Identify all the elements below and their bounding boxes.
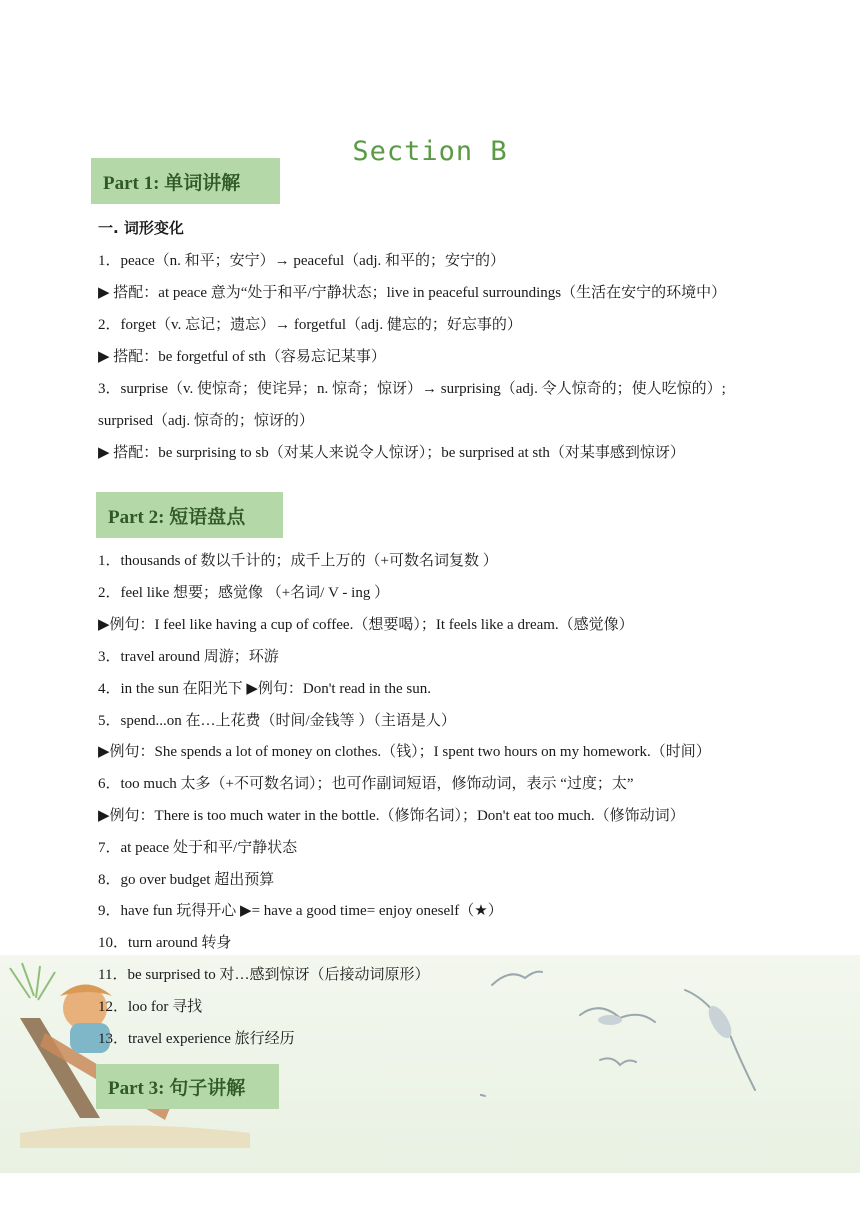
page-title: Section B	[352, 136, 508, 167]
part2-line-16: 13．travel experience 旅行经历	[98, 1031, 295, 1047]
part2-line-12: 9．have fun 玩得开心 ▶= have a good time= enjoy oneself（★）	[98, 903, 503, 919]
part2-line-5: 4．in the sun 在阳光下 ▶例句：Don't read in the sun.	[98, 681, 431, 697]
part1-line-1: 1．peace（n. 和平；安宁）→ peaceful（adj. 和平的；安宁的）	[98, 253, 506, 269]
beach-chair-illustration	[0, 958, 260, 1148]
part2-line-2: 2．feel like 想要；感觉像 （+名词/ V - ing ）	[98, 585, 390, 601]
part2-line-6: 5．spend...on 在…上花费（时间/金钱等 ）（主语是人）	[98, 713, 456, 729]
part2-line-4: 3．travel around 周游；环游	[98, 649, 279, 665]
part2-header: Part 2: 短语盘点	[96, 492, 283, 538]
part1-line-7: ▶ 搭配：be surprising to sb（对某人来说令人惊讶）；be surprised at sth（对某事感到惊讶）	[98, 445, 685, 461]
part1-line-5: 3．surprise（v. 使惊奇；使诧异；n. 惊奇；惊讶）→ surprising（adj. 令人惊奇的；使人吃惊的）;	[98, 381, 726, 397]
part2-line-10: 7．at peace 处于和平/宁静状态	[98, 840, 298, 856]
part1-header: Part 1: 单词讲解	[91, 158, 280, 204]
part2-line-8: 6．too much 太多（+不可数名词）；也可作副词短语，修饰动词，表示 “过度；太”	[98, 776, 634, 792]
part2-line-1: 1．thousands of 数以千计的；成千上万的（+可数名词复数 ）	[98, 553, 498, 569]
part2-line-13: 10．turn around 转身	[98, 935, 232, 951]
part1-line-6: surprised（adj. 惊奇的；惊讶的）	[98, 413, 314, 429]
part2-line-14: 11．be surprised to 对…感到惊讶（后接动词原形）	[98, 967, 430, 983]
part1-line-3: 2．forget（v. 忘记；遗忘）→ forgetful（adj. 健忘的；好忘事的）	[98, 317, 522, 333]
seagull-illustration	[480, 960, 780, 1130]
part2-line-3: ▶例句：I feel like having a cup of coffee.（想要喝）；It feels like a dream.（感觉像）	[98, 617, 634, 633]
part1-subhead: 一. 词形变化	[98, 219, 184, 237]
part2-line-9: ▶例句：There is too much water in the bottle.（修饰名词）；Don't eat too much.（修饰动词）	[98, 808, 685, 824]
part2-line-11: 8．go over budget 超出预算	[98, 872, 275, 888]
part1-line-4: ▶ 搭配：be forgetful of sth（容易忘记某事）	[98, 349, 386, 365]
part3-header: Part 3: 句子讲解	[96, 1064, 279, 1109]
part2-line-7: ▶例句：She spends a lot of money on clothes.（钱）；I spent two hours on my homework.（时间）	[98, 744, 711, 760]
part2-line-15: 12．loo for 寻找	[98, 999, 203, 1015]
part1-line-2: ▶ 搭配：at peace 意为“处于和平/宁静状态；live in peaceful surroundings（生活在安宁的环境中）	[98, 285, 727, 301]
